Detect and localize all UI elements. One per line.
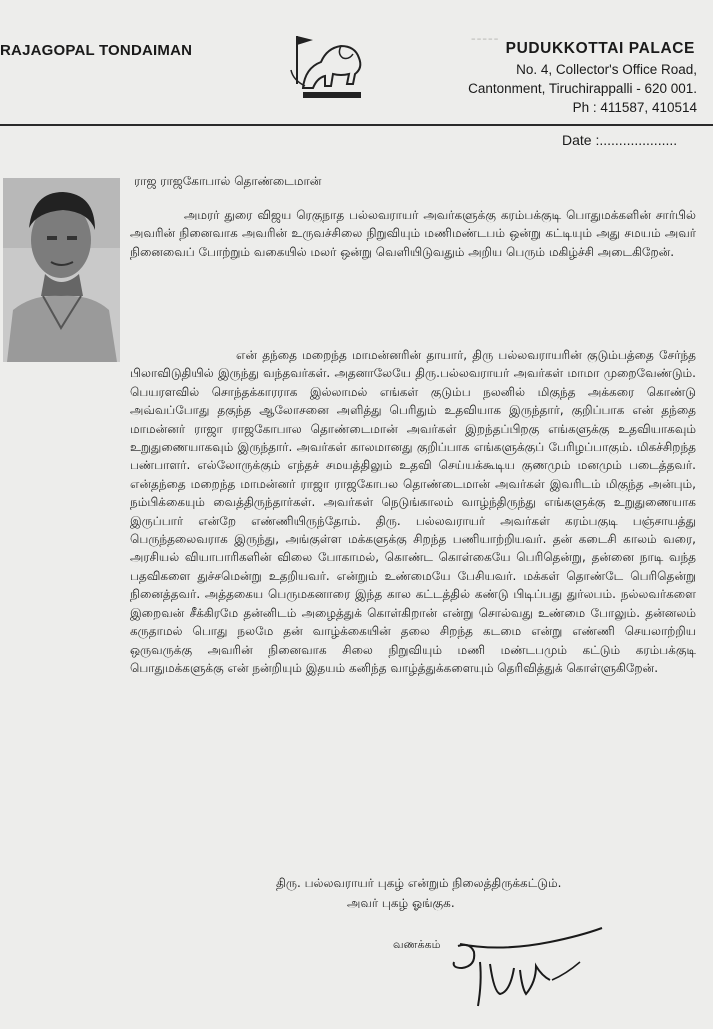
lion-crest-icon <box>283 28 375 110</box>
salutation-line: ராஜ ராஜகோபால் தொண்டைமான் <box>134 174 322 188</box>
letterhead-address <box>397 60 697 117</box>
handwritten-signature <box>440 922 610 1017</box>
body-paragraph: அமரர் துரை விஜய ரெகுநாத பல்லவராயர் அவர்களுக்கு கரம்பக்குடி பொதுமக்களின் சார்பில் அவரின் நினைவாக அவரின் உருவச்சிலை நிறுவியும் மணிமண்டபம் ஒன்று கட்டியும் அது சமயம் அவர் நினைவைப் போற்றும் வகையில் மலர் ஒன்று வெளியிடுவதும் அறிய பெரும் மகிழ்ச்சி அடைகிறேன். <box>130 208 696 259</box>
letterhead-palace-name: PUDUKKOTTAI PALACE <box>505 40 695 57</box>
address-line: Ph : 411587, 410514 <box>572 100 697 115</box>
letterhead-left-name: RAJAGOPAL TONDAIMAN <box>0 42 193 59</box>
date-field: Date :.................... <box>562 132 678 148</box>
address-line: No. 4, Collector's Office Road, <box>516 62 697 77</box>
letterhead-divider <box>0 124 713 126</box>
address-line: Cantonment, Tiruchirappalli - 620 001. <box>468 81 697 96</box>
portrait-photo <box>3 178 120 362</box>
closing-line: அவர் புகழ் ஓங்குக. <box>347 896 455 910</box>
body-paragraph: என் தந்தை மறைந்த மாமன்னரின் தாயார், திரு பல்லவராயரின் குடும்பத்தை சேர்ந்த பிலாவிடுதியில் இருந்து வந்தவர்கள். அதனாலேயே திரு.பல்லவராயர் அவர்கள் மாமா முறைவேண்டும். பெயரளவில் சொந்தக்காரராக இல்லாமல் எங்கள் குடும்ப நலனில் மிகுந்த அக்கரை கொண்டு அவ்வப்போது தகுந்த ஆலோசனை அளித்து பெரிதும் உதவியாக இருந்தார், குறிப்பாக என் தந்தை மாமன்னர் ராஜா ராஜகோபால தொண்டைமான் அவர்கள் இறந்தப்பிறகு எங்களுக்கு உதவியாகவும் உறுதுணையாகவும் இருந்தார். அவர்கள் காலமானது குறிப்பாக எங்களுக்குப் பேரிழப்பாகும். மிகச்சிறந்த பண்பாளர். எல்லோருக்கும் எந்தச் சமயத்திலும் உதவி செய்யக்கூடிய குணமும் மனமும் படைத்தவர். என்தந்தை மறைந்த மாமன்னர் ராஜா ராஜகோபல தொண்டைமான் அவர்கள் இவரிடம் மிகுந்த அன்பும், நம்பிக்கையும் வைத்திருந்தார்கள். அவர்கள் நெடுங்காலம் வாழ்ந்திருந்து எங்களுக்கு உறுதுணையாக இருப்பார் என்றே எண்ணியிருந்தோம். திரு. பல்லவராயர் அவர்கள் கரம்பகுடி பஞ்சாயத்து பெருந்தலைவராக இருந்து, அங்குள்ள மக்களுக்கு சிறந்த பணியாற்றியவர். தன் கடைசி காலம் வரை, அரசியல் வியாபாரிகளின் விலை போகாமல், கொண்ட கொள்கையே பெரிதென்று, தன்னை நாடி வந்த பதவிகளை துச்சமென்று உதறியவர். என்றும் உண்மையே பேசியவர். மக்கள் தொண்டே பெரிதென்று நினைத்தவர். அத்தகைய பெருமகனாரை இந்த கால கட்டத்தில் கண்டு பிடிப்பது துர்லபம். நல்லவர்களை இறைவன் சீக்கிரமே தன்னிடம் அழைத்துக் கொள்கிறான் என்று சொல்வது உண்மை போலும். தன்னலம் கருதாமல் பொது நலமே தன் வாழ்க்கையின் தலை சிறந்த கடமை என்று எண்ணி செயலாற்றிய ஒருவருக்கு அவரின் நினைவாக சிலை நிறுவியும் மணி மண்டபமும் கட்டும் கரம்பக்குடி பொதுமக்களுக்கு என் நன்றியும் இதயம் கனிந்த வாழ்த்துக்களையும் தெரிவித்துக் கொள்ளுகிறேன். <box>130 348 696 675</box>
bleed-through-text: ----- <box>470 30 499 46</box>
sign-off: வணக்கம் <box>393 938 441 951</box>
closing-line: திரு. பல்லவராயர் புகழ் என்றும் நிலைத்திருக்கட்டும். <box>276 876 562 890</box>
